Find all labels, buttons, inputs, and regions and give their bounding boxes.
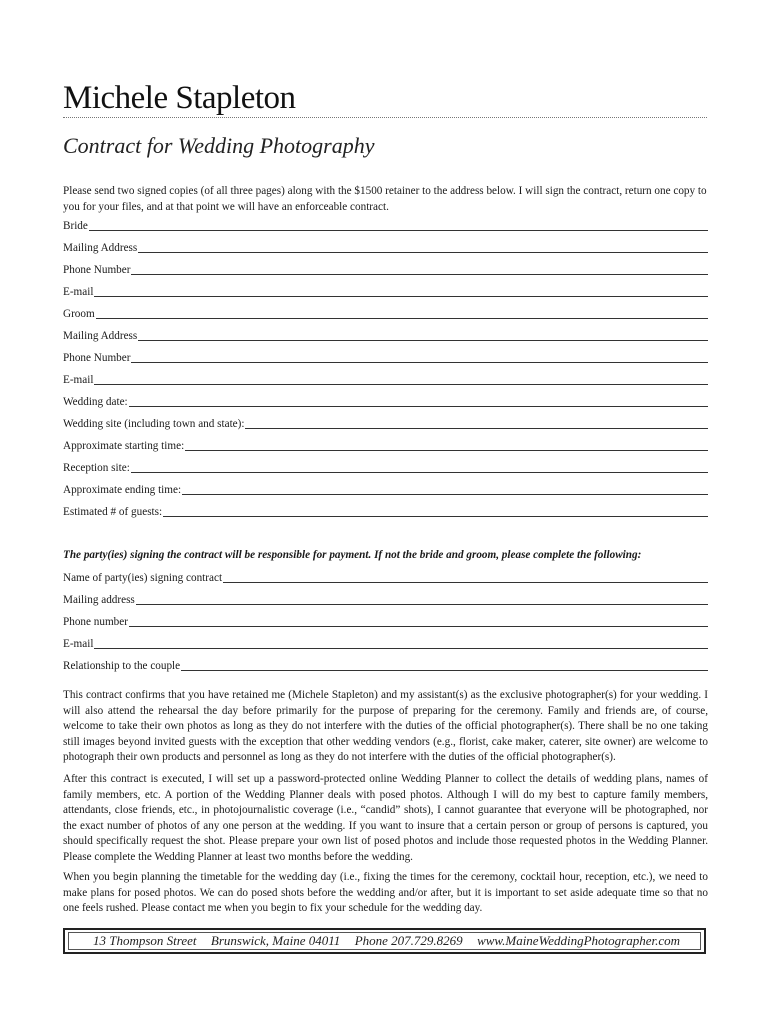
field-label: Mailing address [63,594,135,606]
fill-line[interactable] [131,472,708,473]
fill-line[interactable] [96,318,708,319]
field-label: Name of party(ies) signing contract [63,572,223,584]
field-label: Wedding site (including town and state): [63,418,245,430]
bride-email-field[interactable] [63,285,708,299]
bride-mailing-address-field[interactable] [63,241,708,255]
payment-party-heading: The party(ies) signing the contract will be responsible for payment. If not the bride and groom, please complete the following: [63,549,642,561]
fill-line[interactable] [129,406,708,407]
field-label: Phone number [63,616,128,628]
starting-time-field[interactable] [63,439,708,453]
field-label: E-mail [63,638,94,650]
field-label: Reception site: [63,462,130,474]
fill-line[interactable] [138,340,708,341]
wedding-planner-paragraph: After this contract is executed, I will set up a password-protected online Wedding Planner to collect the details of wedding plans, names of family members, etc. A portion of the Wedding Planner deals with posed photos. Although I will do my best to capture family members, attendants, close friends, etc., in photojournalistic coverage (i.e., “candid” shots), I cannot guarantee that everyone will be photographed, nor the exact number of photos of any one person at the wedding. If you want to insure that a certain person or group of persons is captured, you should specifically request the shot. Please prepare your own list of posed photos and include those requested photos in the Wedding Planner. Please complete the Wedding Planner at least two months before the wedding. [63,773,708,863]
fill-line[interactable] [138,252,708,253]
reception-site-field[interactable] [63,461,708,475]
groom-email-field[interactable] [63,373,708,387]
footer-street: 13 Thompson Street [93,933,197,948]
field-label: Mailing Address [63,330,138,342]
party-name-field[interactable] [63,571,708,585]
field-label: Approximate ending time: [63,484,182,496]
party-phone-field[interactable] [63,615,708,629]
field-label: Phone Number [63,352,131,364]
footer-phone: Phone 207.729.8269 [354,933,463,948]
title-divider [63,117,707,118]
fill-line[interactable] [89,230,708,231]
field-label: Mailing Address [63,242,138,254]
field-label: E-mail [63,286,94,298]
wedding-date-field[interactable] [63,395,708,409]
field-label: Bride [63,220,88,232]
guest-count-field[interactable] [63,505,708,519]
fill-line[interactable] [94,296,708,297]
fill-line[interactable] [131,274,708,275]
field-label: Estimated # of guests: [63,506,163,518]
fill-line[interactable] [163,516,708,517]
field-label: Phone Number [63,264,131,276]
groom-mailing-address-field[interactable] [63,329,708,343]
address-footer [63,928,706,954]
exclusive-photographer-paragraph: This contract confirms that you have retained me (Michele Stapleton) and my assistant(s) as the exclusive photographer(s) for your wedding. I will also attend the rehearsal the day before primarily for the purpose of preparing for the ceremony. Family and friends are, of course, welcome to take their own photos as long as they do not interfere with the duties of the official photographer(s). There shall be no one taking still images beyond invited guests with the exception that other wedding vendors (e.g., florist, cake maker, caterer, site owner) are welcome to photograph their own products and personnel as long as they do not interfere with the duties of the official photographer(s). [63,689,708,763]
contract-title: Contract for Wedding Photography [63,133,375,158]
groom-field[interactable] [63,307,708,321]
intro-text: Please send two signed copies (of all three pages) along with the $1500 retainer to the address below. I will sign the contract, return one copy to you for your files, and at that point we will have an enforceable contract. [63,185,707,213]
field-label: Wedding date: [63,396,128,408]
fill-line[interactable] [94,648,708,649]
fill-line[interactable] [185,450,708,451]
fill-line[interactable] [94,384,708,385]
bride-field[interactable] [63,219,708,233]
photographer-name: Michele Stapleton [63,80,296,116]
fill-line[interactable] [129,626,708,627]
fill-line[interactable] [182,494,708,495]
bride-phone-field[interactable] [63,263,708,277]
party-mailing-address-field[interactable] [63,593,708,607]
field-label: Groom [63,308,95,320]
ending-time-field[interactable] [63,483,708,497]
fill-line[interactable] [223,582,708,583]
wedding-site-field[interactable] [63,417,708,431]
fill-line[interactable] [245,428,708,429]
field-label: E-mail [63,374,94,386]
field-label: Relationship to the couple [63,660,181,672]
timetable-paragraph: When you begin planning the timetable for the wedding day (i.e., fixing the times for the ceremony, cocktail hour, reception, etc.), we need to make plans for posed photos. We can do posed shots before the wedding and/or after, but it is important to set aside adequate time so that no one feels rushed. Please contact me when you begin to fix your schedule for the wedding day. [63,871,708,914]
fill-line[interactable] [136,604,708,605]
groom-phone-field[interactable] [63,351,708,365]
footer-website-link[interactable]: www.MaineWeddingPhotographer.com [477,933,680,948]
party-relationship-field[interactable] [63,659,708,673]
fill-line[interactable] [131,362,708,363]
field-label: Approximate starting time: [63,440,185,452]
party-email-field[interactable] [63,637,708,651]
footer-city: Brunswick, Maine 04011 [210,933,341,948]
fill-line[interactable] [181,670,708,671]
